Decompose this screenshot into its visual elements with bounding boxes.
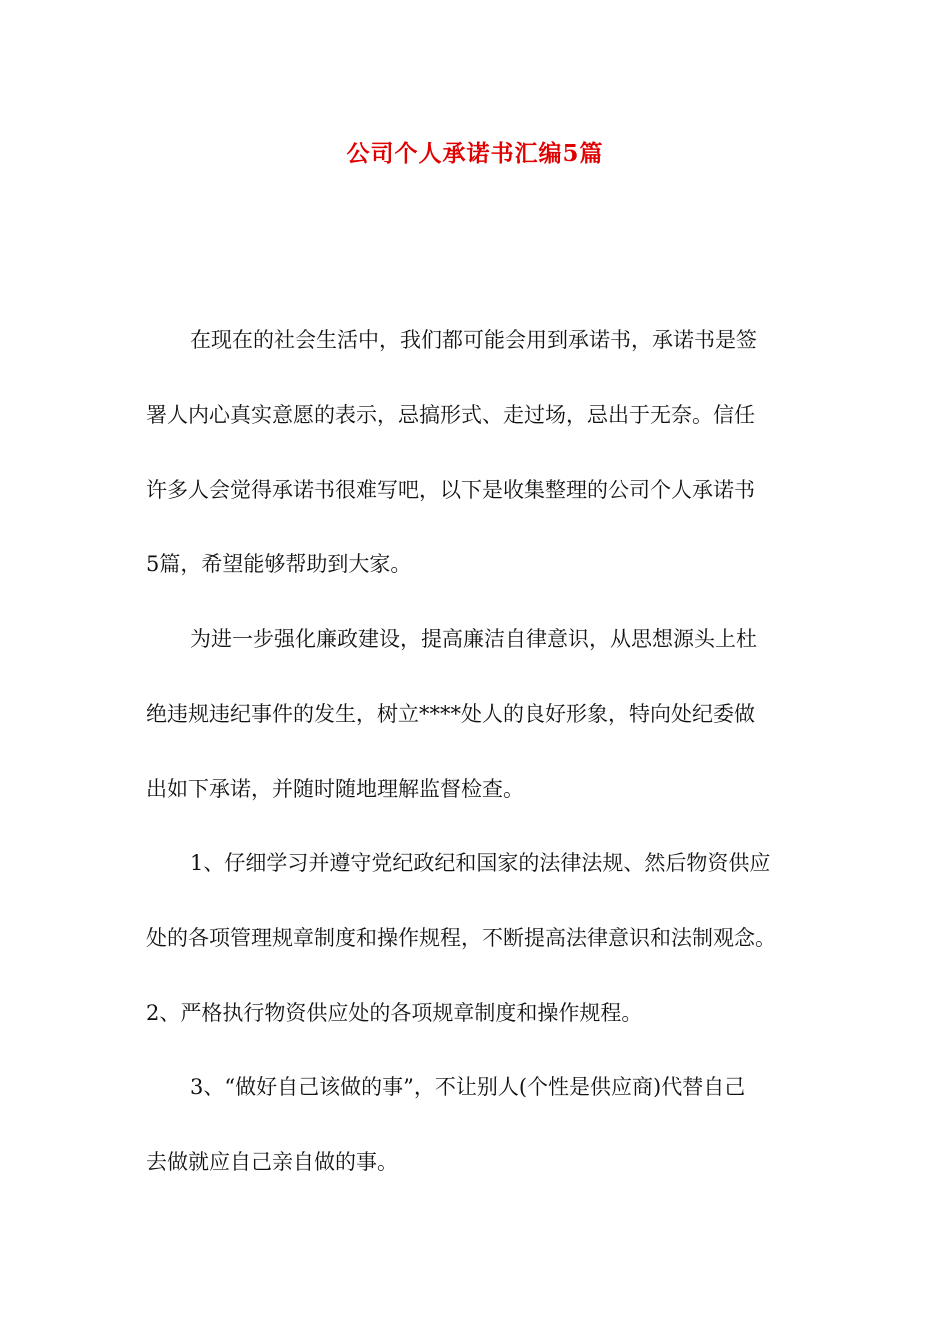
item-3-line-1: 3、“做好自己该做的事”，不让别人(个性是供应商)代替自己 — [190, 1075, 746, 1099]
paragraph-1-line-4: 5篇，希望能够帮助到大家。 — [146, 552, 412, 576]
paragraph-2-line-1: 为进一步强化廉政建设，提高廉洁自律意识，从思想源头上杜 — [190, 627, 757, 651]
paragraph-2-line-3: 出如下承诺，并随时随地理解监督检查。 — [146, 777, 524, 801]
item-2-line-1: 2、严格执行物资供应处的各项规章制度和操作规程。 — [146, 1001, 643, 1025]
item-1-line-2: 处的各项管理规章制度和操作规程，不断提高法律意识和法制观念。 — [146, 926, 776, 950]
paragraph-2-line-2: 绝违规违纪事件的发生，树立****处人的良好形象，特向处纪委做 — [146, 702, 755, 726]
paragraph-1-line-1: 在现在的社会生活中，我们都可能会用到承诺书，承诺书是签 — [190, 328, 757, 352]
paragraph-1-line-3: 许多人会觉得承诺书很难写吧，以下是收集整理的公司个人承诺书 — [146, 478, 755, 502]
item-1-line-1: 1、仔细学习并遵守党纪政纪和国家的法律法规、然后物资供应 — [190, 851, 771, 875]
document-title: 公司个人承诺书汇编5篇 — [346, 140, 604, 167]
item-3-line-2: 去做就应自己亲自做的事。 — [146, 1150, 398, 1174]
paragraph-1-line-2: 署人内心真实意愿的表示，忌搞形式、走过场，忌出于无奈。信任 — [146, 403, 755, 427]
